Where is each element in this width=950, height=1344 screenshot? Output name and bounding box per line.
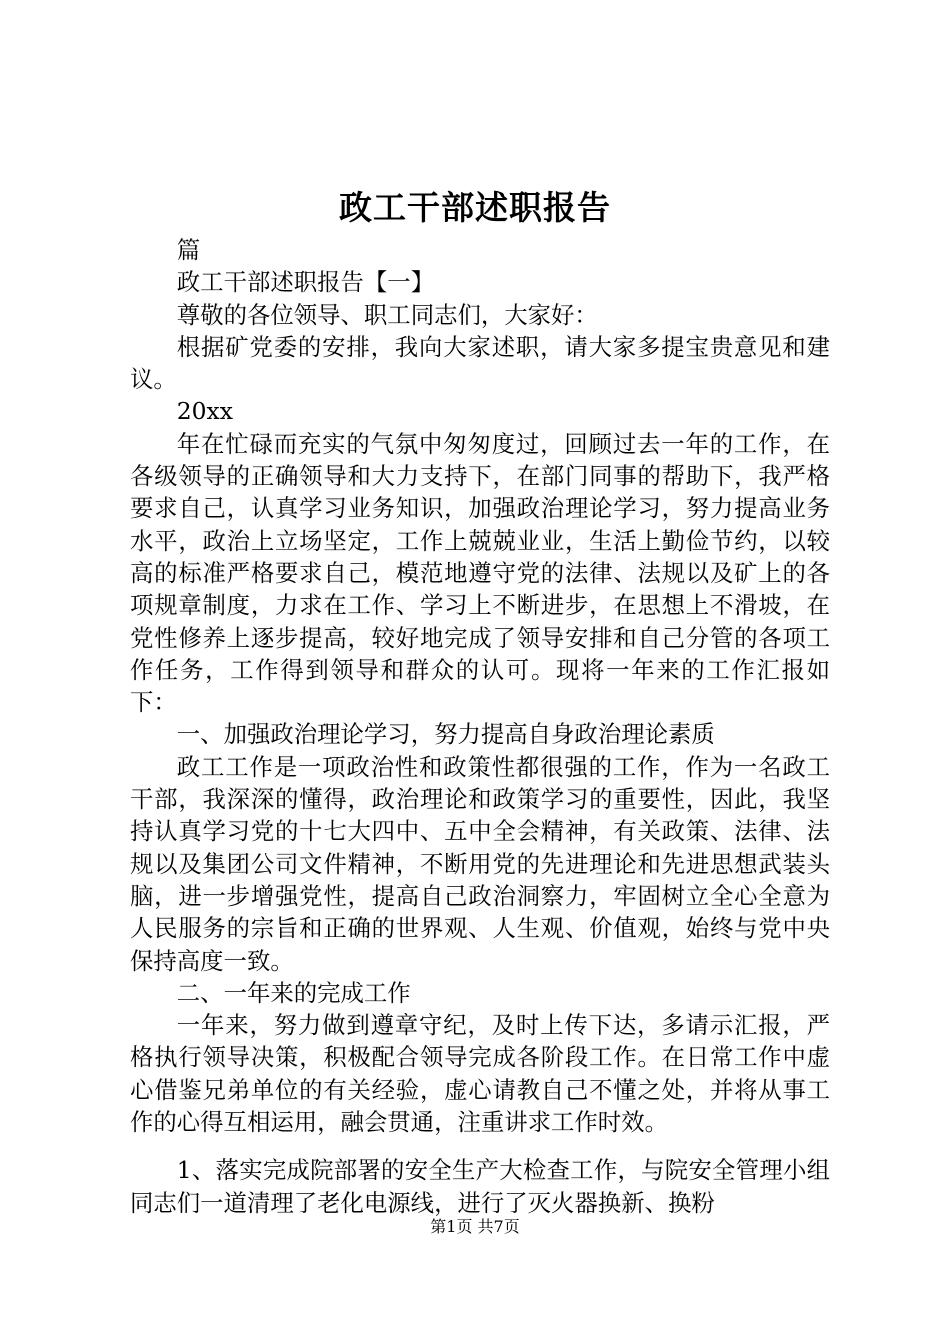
paragraph: 篇 [176, 236, 201, 264]
paragraph: 20xx [176, 397, 233, 426]
section-heading: 二、一年来的完成工作 [176, 978, 411, 1007]
paragraph: 一年来，努力做到遵章守纪，及时上传下达，多请示汇报，严格执行领导决策，积极配合领导完成各阶段工作。在日常工作中虚心借鉴兄弟单位的有关经验，虚心请教自己不懂之处，并将从事工作的心得互相运用，融会贯通，注重讲求工作时效。 [130, 1011, 830, 1137]
paragraph: 年在忙碌而充实的气氛中匆匆度过，回顾过去一年的工作，在各级领导的正确领导和大力支持下，在部门同事的帮助下，我严格要求自己，认真学习业务知识，加强政治理论学习，努力提高业务水平，政治上立场坚定，工作上兢兢业业，生活上勤俭节约，以较高的标准严格要求自己，模范地遵守党的法律、法规以及矿上的各项规章制度，力求在工作、学习上不断进步，在思想上不滑坡，在党性修养上逐步提高，较好地完成了领导安排和自己分管的各项工作任务，工作得到领导和群众的认可。现将一年来的工作汇报如下： [130, 429, 830, 717]
paragraph: 政工工作是一项政治性和政策性都很强的工作，作为一名政工干部，我深深的懂得，政治理论和政策学习的重要性，因此，我坚持认真学习党的十七大四中、五中全会精神，有关政策、法律、法规以及集团公司文件精神，不断用党的先进理论和先进思想武装头脑，进一步增强党性，提高自己政治洞察力，牢固树立全心全意为人民服务的宗旨和正确的世界观、人生观、价值观，始终与党中央保持高度一致。 [130, 752, 830, 975]
page-footer: 第1页 共7页 [430, 1217, 520, 1236]
section-heading: 一、加强政治理论学习，努力提高自身政治理论素质 [176, 720, 715, 749]
document-title: 政工干部述职报告 [339, 188, 611, 227]
paragraph: 1、落实完成院部署的安全生产大检查工作，与院安全管理小组同志们一道清理了老化电源线，进行了灭火器换新、换粉 [130, 1156, 830, 1217]
paragraph: 根据矿党委的安排，我向大家述职，请大家多提宝贵意见和建议。 [130, 332, 830, 394]
paragraph: 尊敬的各位领导、职工同志们，大家好： [176, 300, 598, 329]
paragraph: 政工干部述职报告【一】 [176, 268, 435, 297]
document-body [130, 234, 830, 1219]
